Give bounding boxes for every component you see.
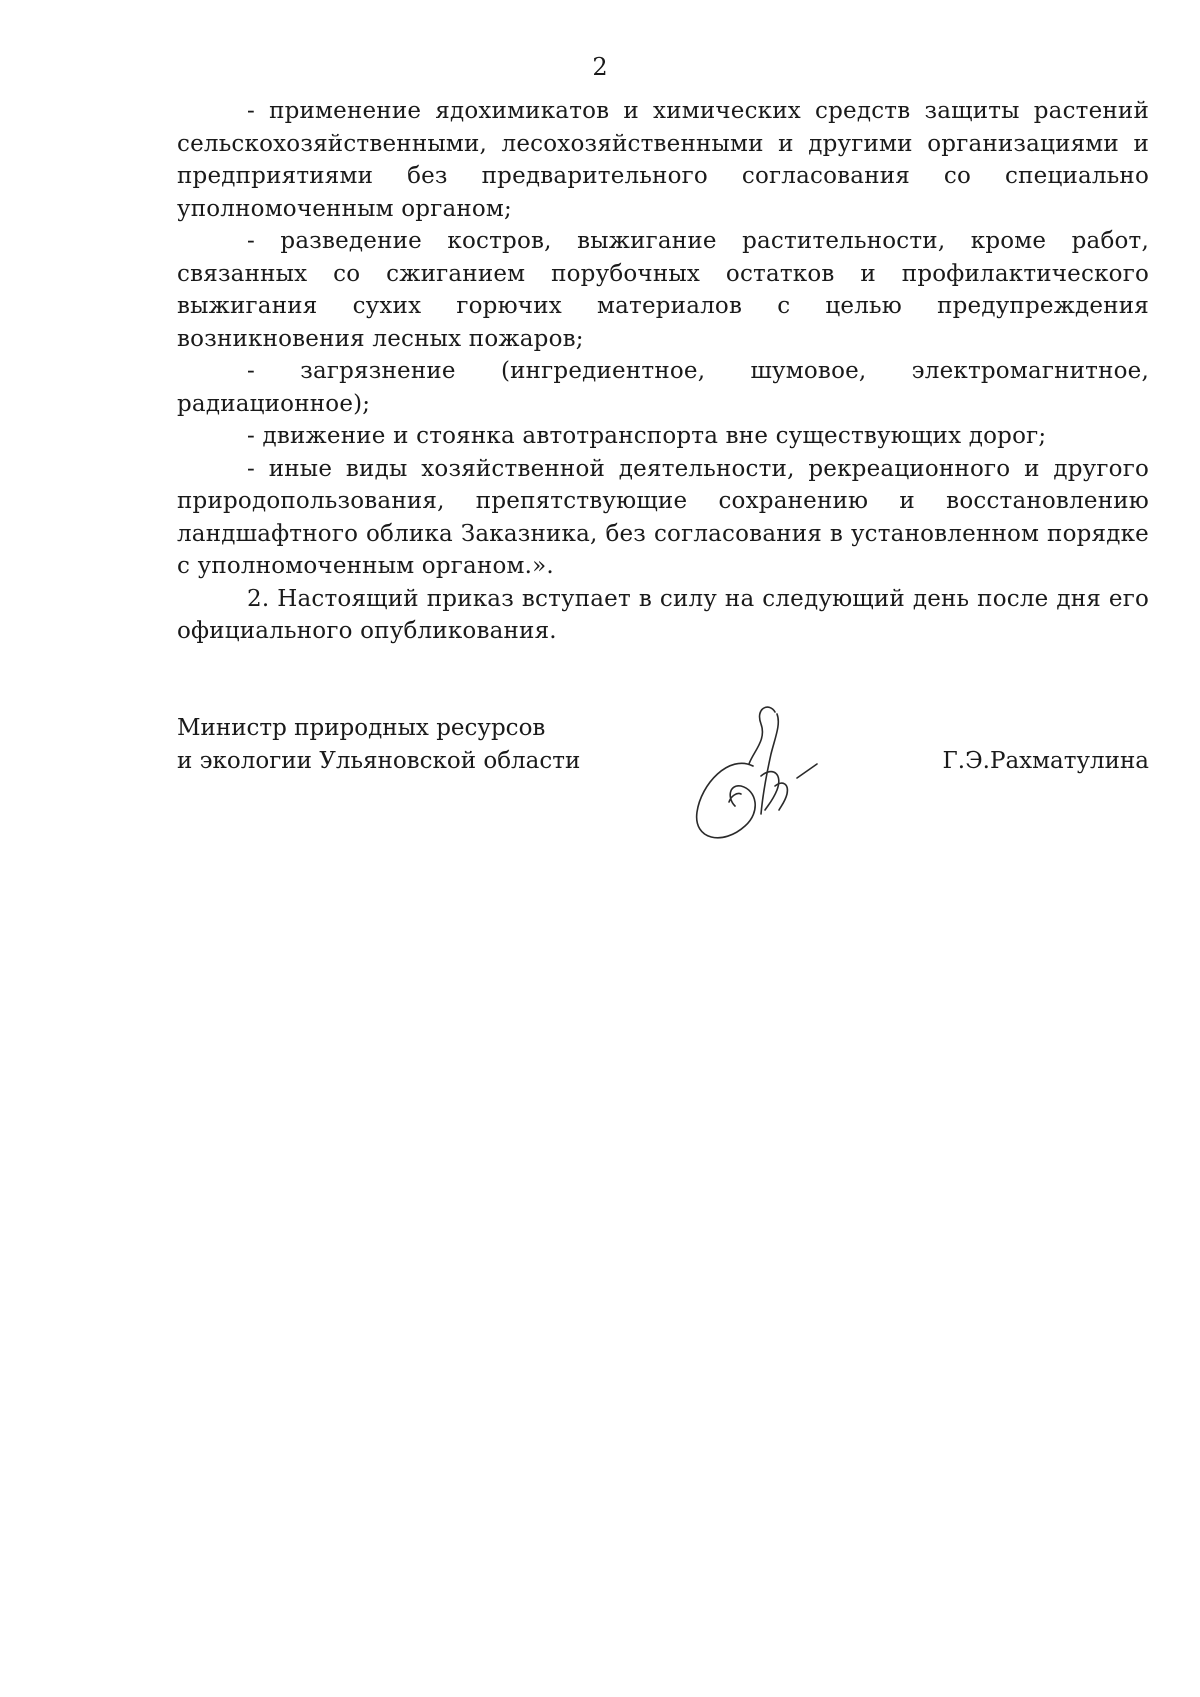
signer-position-line1: Министр природных ресурсов	[177, 715, 546, 741]
signature-block	[177, 712, 1149, 872]
page-number: 2	[592, 53, 608, 81]
paragraph-effective-date: 2. Настоящий приказ вступает в силу на следующий день после дня его официального опубликования.	[177, 585, 1149, 644]
paragraph-pollution: - загрязнение (ингредиентное, шумовое, электромагнитное, радиационное);	[177, 358, 1149, 417]
paragraph-vehicles: - движение и стоянка автотранспорта вне существующих дорог;	[247, 423, 1047, 449]
paragraph-pesticides: - применение ядохимикатов и химических средств защиты растений сельскохозяйственными, лесохозяйственными и другими организациями и предприятиями без предварительного согласования со специально уполномоченным органом;	[177, 98, 1149, 222]
document-body	[177, 95, 1149, 648]
signer-name: Г.Э.Рахматулина	[942, 748, 1149, 774]
signer-position-line2: и экологии Ульяновской области	[177, 748, 581, 774]
paragraph-other-activities: - иные виды хозяйственной деятельности, рекреационного и другого природопользования, препятствующие сохранению и восстановлению ландшафтного облика Заказника, без согласования в установленном порядке с уполномоченным органом.».	[177, 455, 1149, 579]
paragraph-fires: - разведение костров, выжигание растительности, кроме работ, связанных со сжиганием порубочных остатков и профилактического выжигания сухих горючих материалов с целью предупреждения возникновения лесных пожаров;	[177, 228, 1149, 352]
signer-position	[177, 712, 580, 778]
handwritten-signature-icon	[657, 694, 857, 854]
